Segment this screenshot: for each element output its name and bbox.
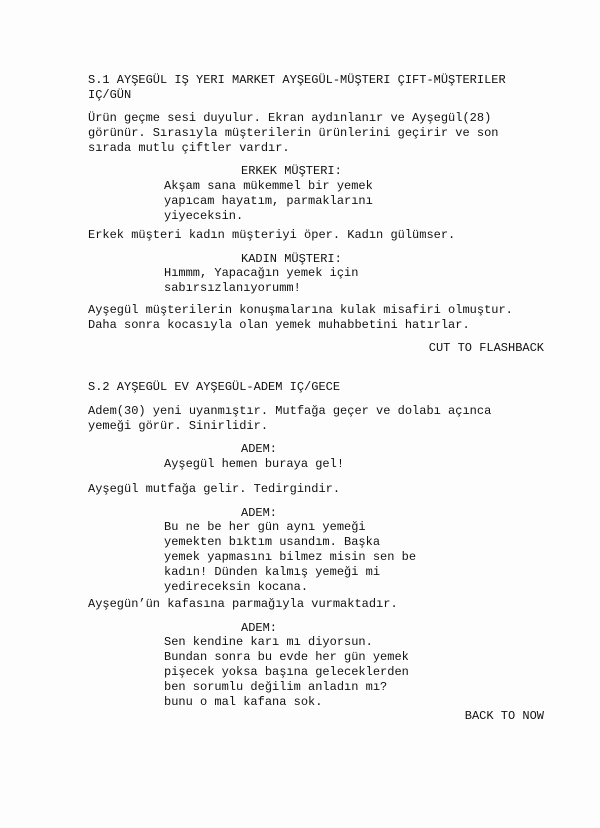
scene-1-action-3: Ayşegül müşterilerin konuşmalarına kulak misafiri olmuştur. Daha sonra kocasıyla olan yemek muhabbetini hatırlar. <box>88 303 513 332</box>
character-cue: ADEM: <box>241 621 278 635</box>
scene-1-action-1: Ürün geçme sesi duyulur. Ekran aydınlanır ve Ayşegül(28) görünür. Sırasıyla müşterilerin ürünlerini geçirir ve son sırada mutlu çiftler vardır. <box>88 111 499 155</box>
character-cue: ADEM: <box>241 442 278 456</box>
character-cue: KADIN MÜŞTERI: <box>241 252 342 266</box>
transition: BACK TO NOW <box>464 709 544 723</box>
scene-2-heading: S.2 AYŞEGÜL EV AYŞEGÜL-ADEM IÇ/GECE <box>88 380 341 394</box>
scene-1-heading: S.1 AYŞEGÜL IŞ YERI MARKET AYŞEGÜL-MÜŞTERI ÇIFT-MÜŞTERILER IÇ/GÜN <box>88 73 506 102</box>
scene-2-action-3: Ayşegün’ün kafasına parmağıyla vurmaktadır. <box>88 597 398 611</box>
dialogue: Bu ne be her gün aynı yemeği yemekten bıktım usandım. Başka yemek yapmasını bilmez misin sen be kadın! Dünden kalmış yemeği mi yedireceksin kocana. <box>164 520 417 594</box>
dialogue: Akşam sana mükemmel bir yemek yapıcam hayatım, parmaklarını yiyeceksin. <box>164 179 373 223</box>
scene-2-action-1: Adem(30) yeni uyanmıştır. Mutfağa geçer ve dolabı açınca yemeği görür. Sinirlidir. <box>88 404 492 433</box>
dialogue: Ayşegül hemen buraya gel! <box>164 457 345 471</box>
dialogue: Hımmm, Yapacağın yemek için sabırsızlanıyorumm! <box>164 266 359 295</box>
scene-2-action-2: Ayşegül mutfağa gelir. Tedirgindir. <box>88 482 341 496</box>
dialogue: Sen kendine karı mı diyorsun. Bundan sonra bu evde her gün yemek pişecek yoksa başına geleceklerden ben sorumlu değilim anladın mı? bunu o mal kafana sok. <box>164 635 409 709</box>
character-cue: ERKEK MÜŞTERI: <box>241 164 342 178</box>
character-cue: ADEM: <box>241 506 278 520</box>
scene-1-action-2: Erkek müşteri kadın müşteriyi öper. Kadın gülümser. <box>88 228 456 242</box>
transition: CUT TO FLASHBACK <box>428 341 544 355</box>
